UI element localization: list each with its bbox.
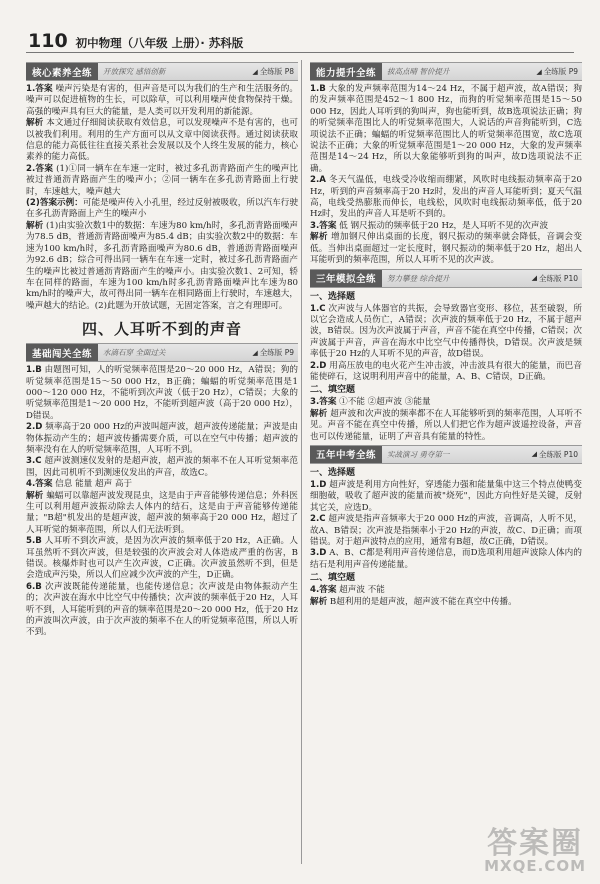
answer-paragraph: 2.D 频率高于20 000 Hz的声波叫超声波，超声波传递能量；声波是由物体振动产生的；超声波传播需要介质，可以在空气中传播；超声波的频率没有在人的听觉频率范围，人耳听不到。 (26, 422, 298, 455)
answer-paragraph: 解析 增加钢尺伸出桌面的长度，钢尺振动的频率就会降低，音调会变低。当伸出桌面超过一定长度时，钢尺振动的频率低于20 Hz，超出人耳能听到的频率范围，所以人耳听不见的次声波。 (310, 232, 582, 266)
answer-paragraph: 4.答案 超声波 不能 (310, 585, 385, 596)
answer-paragraph: 3.答案 ①不能 ②超声波 ③能量 (310, 397, 431, 408)
section-subtitle: 实战演习 勇夺第一 (387, 449, 450, 459)
section-ref: ◢ 全练版 P8 (252, 67, 294, 76)
section-ref: ◢ 全练版 P9 (536, 67, 578, 76)
answer-paragraph: 解析 B超利用的是超声波，超声波不能在真空中传播。 (310, 596, 517, 607)
subsection-heading: 二、填空题 (310, 385, 356, 396)
pencil-icon: ◢ (252, 67, 258, 76)
section-tag: 能力提升全练 (310, 63, 382, 80)
page-number: 110 (28, 30, 68, 52)
section-subtitle: 努力攀登 综合提升 (387, 273, 450, 283)
chapter-title: 四、人耳听不到的声音 (81, 320, 242, 339)
section-subtitle: 开放探究 感悟创新 (103, 67, 166, 76)
pencil-icon: ◢ (531, 274, 538, 282)
answer-paragraph: 解析 超声波和次声波的频率都不在人耳能够听到的频率范围，人耳听不见。声音不能在真空中传播，所以人们把它作为超声波遥控设备，声音也可以传递能量，证明了声音具有能量的特性。 (310, 408, 582, 442)
section-header-ability (310, 62, 582, 81)
subsection-heading: 二、填空题 (310, 573, 356, 584)
book-title: 初中物理（八年级 上册）· 苏科版 (75, 36, 244, 50)
column-divider (301, 60, 302, 864)
section-ref: ◢ 全练版 P10 (531, 449, 578, 459)
answer-paragraph: 2.D 用高压放电的电火花产生冲击波，冲击波具有很大的能量，而巴音能使碎石，这说明利用声音中的能量，A、B、C错误，D正确。 (310, 360, 582, 382)
subsection-heading: 一、选择题 (310, 291, 356, 302)
section-header-core (26, 62, 298, 81)
section-subtitle: 拔高点晴 智价提升 (387, 67, 450, 76)
answer-paragraph: 1.B 由题图可知，人的听觉频率范围是20～20 000 Hz，A错误；狗的听觉频率范围是15～50 000 Hz，B正确；蝙蝠的听觉频率范围是1 000～120 000 Hz，不能听到次声波（低于20 Hz），C错误；大象的听觉频率范围是1～20 000 Hz，不能听到超声波（高于20 000 Hz），D错误。 (26, 365, 298, 421)
subsection-heading: 一、选择题 (310, 467, 356, 478)
section-tag: 五年中考全练 (310, 446, 382, 463)
section-ref: ◢ 全练版 P9 (252, 348, 294, 358)
answer-paragraph: 5.B 人耳听不到次声波，是因为次声波的频率低于20 Hz，A正确。人耳虽然听不到次声波，但是较强的次声波会对人体造成严重的伤害，B错误。核爆炸时也可以产生次声波，C正确。次声波虽然听不到，但是会造成声污染，所以人们应减少次声波的产生，D正确。 (26, 536, 298, 581)
section-ref: ◢ 全练版 P10 (531, 273, 578, 283)
right-column (310, 60, 582, 608)
answer-paragraph: 3.D A、B、C都是利用声音传递信息，而D选项利用超声波除人体内的结石是利用声音传递能量。 (310, 548, 582, 570)
section-subtitle: 水滴石穿 全面过关 (103, 348, 166, 358)
section-tag: 三年模拟全练 (310, 270, 382, 287)
section-tag: 基础闯关全练 (26, 344, 98, 361)
answer-paragraph: 解析 蝙蝠可以靠超声波发现昆虫，这是由于声音能够传递信息；外科医生可以利用超声波振动除去人体内的结石，这是由于声音能够传递能量；"B超"机发出的是超声波，超声波的频率高于20 000 Hz，超过了人耳听觉的频率范围，所以人们无法听到。 (26, 490, 298, 535)
answer-paragraph: 1.D 超声波是利用方向性好，穿透能力强和能量集中这三个特点使鸭变细胞破，吸收了超声波的能量而被"烧死"，因此方向性好是关键，反射其它关，应选D。 (310, 479, 582, 513)
watermark-url: MXQE.COM (484, 857, 586, 875)
header-rule (26, 52, 574, 53)
answer-paragraph: 6.B 次声波既能传递能量，也能传递信息；次声波是由物体振动产生的；次声波在海水中比空气中传播快；次声波的频率低于20 Hz，人耳听不到，人耳能听到的声音的频率范围是20～20 000 Hz，低于20 Hz的声波叫次声波，由于次声波的频率不在人的听觉频率范围，所以人听不到。 (26, 581, 298, 638)
answer-paragraph: 1.答案 噪声污染是有害的，但声音是可以为我们的生产和生活服务的。噪声可以促进植物的生长，可以除草，可以利用噪声使食物保持干燥。高强的噪声具有巨大的能量，是人类可以开发利用的新能源。 (26, 84, 299, 117)
section-tag: 核心素养全练 (26, 63, 98, 80)
answer-paragraph: 4.答案 信息 能量 超声 高于 (26, 479, 133, 490)
section-header-five-year (310, 445, 582, 464)
watermark-logo (484, 826, 586, 875)
answer-paragraph: 解析 本文通过仔细阅读获取有效信息，可以发现噪声不是有害的，也可以被我们利用。利用的生产方面可以从文章中阅读获得。通过阅读获取信息的能力高低往往直接关系社会发展以及个人终生发展的能力，核心素养的能力高低。 (26, 118, 298, 163)
answer-paragraph: 解析 (1)由实验次数1中的数据：车速为80 km/h时，多孔沥青路面噪声为78.5 dB，普通沥青路面噪声为85.4 dB；由实验次数2中的数据：车速为100 km/h时，多孔沥青路面噪声为80.6 dB，普通沥青路面噪声为92.6 dB；综合可得出同一辆车在车速一定时，被过多孔沥青路面产生的噪声比被过普通沥青路面产生的噪声小。由实验次数1、2可知，轿车在同样的路面，车速为100 km/h时多孔沥青路面噪声比车速为80 km/h时的噪声大，故可得出同一辆车在相同路面上行驶时，车速越大，噪声越大的结论。(2)此题为开放试题，无固定答案，言之有理即可。 (26, 220, 298, 311)
pencil-icon: ◢ (531, 450, 538, 459)
answer-paragraph: (2)答案示例：可能是噪声传入小孔里，经过反射被吸收，所以汽车行驶在多孔沥青路面上产生的噪声小 (26, 198, 298, 220)
watermark-text: 答案圈 (487, 826, 584, 861)
section-header-basic (26, 343, 298, 362)
pencil-icon: ◢ (252, 348, 258, 357)
answer-paragraph: 2.A 冬天气温低，电线受冷收缩而绷紧，风吹时电线振动频率高于20 Hz，听到的声音频率高于20 Hz时，发出的声音人耳能听到；夏天气温高，电线受热膨胀而伸长，电线松，风吹时电线振动频率低，低于20 Hz时，发出的声音人耳是听不到的。 (310, 175, 582, 220)
pencil-icon: ◢ (536, 67, 542, 76)
left-column (26, 60, 298, 639)
answer-paragraph: 3.答案 低 钢尺振动的频率低于20 Hz，是人耳听不见的次声波 (310, 220, 549, 231)
answer-paragraph: 2.C 超声波是指声音频率大于20 000 Hz的声波，音调高，人听不见，故A、B错误；次声波是指频率小于20 Hz的声波，故C、D正确；而项错误。对于超声波特点的应用，通常有B超，故C正确，D错误。 (310, 514, 582, 547)
page-header (28, 30, 243, 52)
answer-paragraph: 1.B 大象的发声频率范围为14～24 Hz，不属于超声波，故A错误；狗的发声频率范围是452～1 800 Hz，而狗的听觉频率范围是15～50 000 Hz，因此人耳听到的狗叫声，狗也能听到，故B选项说法正确；狗的听觉频率范围比人的听觉频率范围大，人说话的声音狗能听到，C选项说法不正确；蝙蝠的听觉频率范围比人的听觉频率范围宽，故C选项说法不正确；大象的听觉频率范围是1～20 000 Hz，大象的发声频率范围是14～24 Hz，所以大象能够听到狗的叫声，故D选项说法不正确。 (310, 84, 582, 174)
section-header-three-year (310, 269, 582, 288)
answer-paragraph: 1.C 次声波与人体器官的共振，会导致器官变形、移位，甚至破裂，所以它会造成人员伤亡，A错误；次声波的频率低于20 Hz，不属于超声波，B错误。因为次声波属于声音，声音不能在真空中传播，C错误；次声波属于声音，声音在海水中比空气中传播得快，D错误。次声波是频率低于20 Hz的人耳听不见的声音，故D错误。 (310, 303, 582, 360)
answer-paragraph: 2.答案 (1)①同一辆车在车速一定时，被过多孔沥青路面产生的噪声比被过普通沥青路面产生的噪声小；②同一辆车在多孔沥青路面上行驶时，车速越大，噪声越大 (26, 163, 298, 197)
answer-paragraph: 3.C 超声波测速仪发射的是超声波，超声波的频率不在人耳听觉频率范围，因此司机听不到测速仪发出的声音，故选C。 (26, 456, 298, 478)
